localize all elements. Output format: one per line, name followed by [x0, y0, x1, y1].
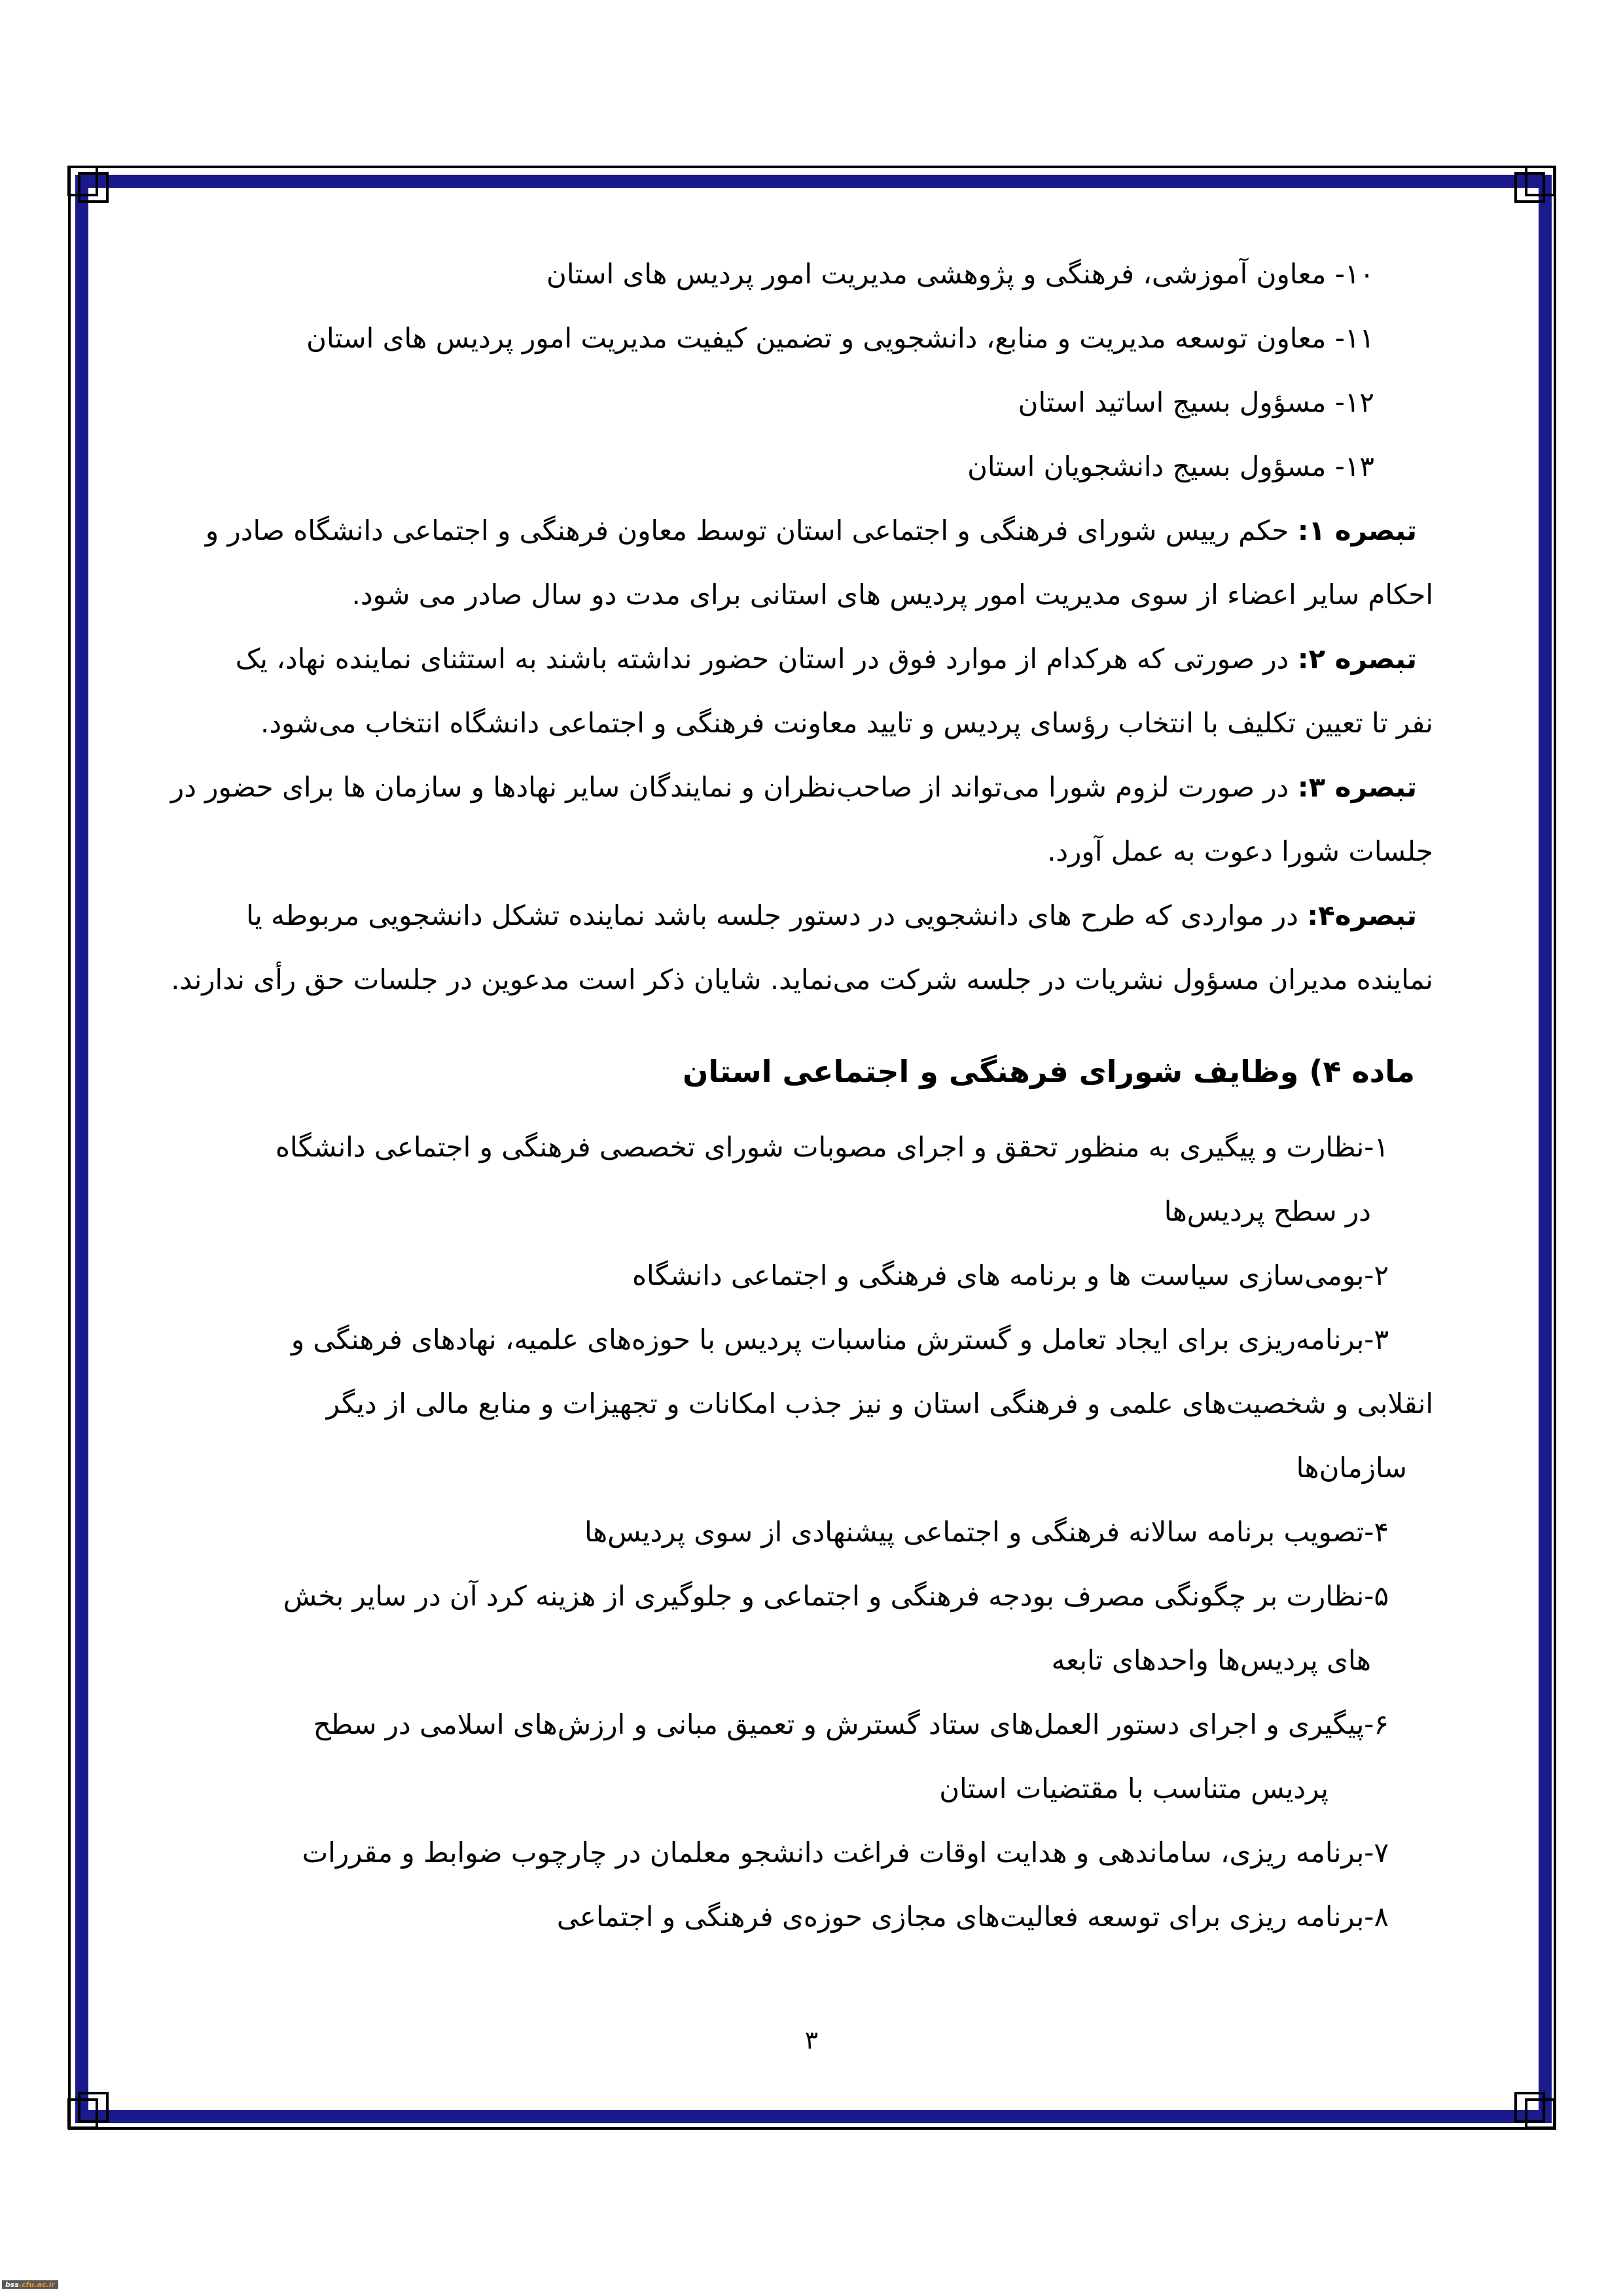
text-line: نفر تا تعیین تکلیف با انتخاب رؤسای پردیس و تایید معاونت فرهنگی و اجتماعی دانشگاه انتخاب می‌شود. [260, 707, 1433, 739]
watermark-domain: .cfu.ac.ir [18, 2280, 55, 2289]
list-item-line: ۱۲- مسؤول بسیج اساتید استان [1018, 386, 1374, 418]
duty-item-line: ۸-برنامه ریزی برای توسعه فعالیت‌های مجازی حوزه‌ی فرهنگی و اجتماعی [556, 1901, 1389, 1933]
list-item-line: ۱۳- مسؤول بسیج دانشجویان استان [967, 450, 1374, 482]
text-line: پردیس متناسب با مقتضیات استان [939, 1772, 1329, 1804]
note-label: تبصره۴: [1307, 899, 1417, 931]
duty-item-line: ۱-نظارت و پیگیری به منظور تحقق و اجرای مصوبات شورای تخصصی فرهنگی و اجتماعی دانشگاه [275, 1131, 1389, 1163]
text-line: انقلابی و شخصیت‌های علمی و فرهنگی استان و نیز جذب امکانات و تجهیزات و منابع مالی از دیگر [326, 1388, 1433, 1420]
page-number: ۳ [804, 2026, 819, 2054]
article-heading: ماده ۴) وظایف شورای فرهنگی و اجتماعی استان [683, 1054, 1415, 1089]
text-line: های پردیس‌ها واحدهای تابعه [1051, 1644, 1371, 1676]
border-corner-ornament-top-left-inner [78, 172, 109, 203]
duty-item-line: ۳-برنامه‌ریزی برای ایجاد تعامل و گسترش مناسبات پردیس با حوزه‌های علمیه، نهادهای فرهنگی و [291, 1323, 1389, 1355]
duty-item-line: ۵-نظارت بر چگونگی مصرف بودجه فرهنگی و اجتماعی و جلوگیری از هزینه کرد آن در سایر بخش [283, 1580, 1389, 1612]
text-line: احکام سایر اعضاء از سوی مدیریت امور پردیس های استانی برای مدت دو سال صادر می شود. [351, 579, 1433, 611]
note-label: تبصره ۱: [1297, 514, 1417, 547]
note-label: تبصره ۳: [1297, 771, 1417, 803]
document-body [143, 242, 1433, 1949]
duty-item-line: ۷-برنامه ریزی، ساماندهی و هدایت اوقات فراغت دانشجو معلمان در چارچوب ضوابط و مقررات [302, 1837, 1389, 1869]
text-line: سازمان‌ها [1296, 1452, 1407, 1484]
note-label: تبصره ۲: [1297, 643, 1417, 675]
watermark-prefix: bss [5, 2280, 19, 2289]
duty-item-line: ۲-بومی‌سازی سیاست ها و برنامه های فرهنگی و اجتماعی دانشگاه [632, 1259, 1389, 1291]
border-corner-ornament-top-right-inner [1514, 172, 1545, 203]
text-line: جلسات شورا دعوت به عمل آورد. [1047, 835, 1433, 867]
border-corner-ornament-bottom-right-inner [1514, 2092, 1545, 2123]
text-line: در سطح پردیس‌ها [1164, 1195, 1371, 1227]
list-item-line: ۱۰- معاون آموزشی، فرهنگی و پژوهشی مدیریت امور پردیس های استان [546, 258, 1374, 290]
list-item-line: ۱۱- معاون توسعه مدیریت و منابع، دانشجویی و تضمین کیفیت مدیریت امور پردیس های استان [306, 322, 1374, 354]
note-line: تبصره ۳: در صورت لزوم شورا می‌تواند از صاحب‌نظران و نمایندگان سایر نهادها و سازمان ها برای حضور در [170, 771, 1417, 803]
watermark-badge [2, 2280, 58, 2289]
duty-item-line: ۴-تصویب برنامه سالانه فرهنگی و اجتماعی پیشنهادی از سوی پردیس‌ها [584, 1516, 1389, 1548]
note-line: تبصره ۲: در صورتی که هرکدام از موارد فوق در استان حضور نداشته باشند به استثنای نماینده نهاد، یک [235, 643, 1417, 675]
note-line: تبصره۴: در مواردی که طرح های دانشجویی در دستور جلسه باشد نماینده تشکل دانشجویی مربوطه یا [246, 899, 1417, 931]
border-corner-ornament-bottom-left-inner [78, 2092, 109, 2123]
text-line: نماینده مدیران مسؤول نشریات در جلسه شرکت می‌نماید. شایان ذکر است مدعوین در جلسات حق رأی ندارند. [171, 963, 1433, 996]
duty-item-line: ۶-پیگیری و اجرای دستور العمل‌های ستاد گسترش و تعمیق مبانی و ارزش‌های اسلامی در سطح [313, 1708, 1389, 1740]
note-line: تبصره ۱: حکم رییس شورای فرهنگی و اجتماعی استان توسط معاون فرهنگی و اجتماعی دانشگاه صادر و [205, 514, 1417, 547]
